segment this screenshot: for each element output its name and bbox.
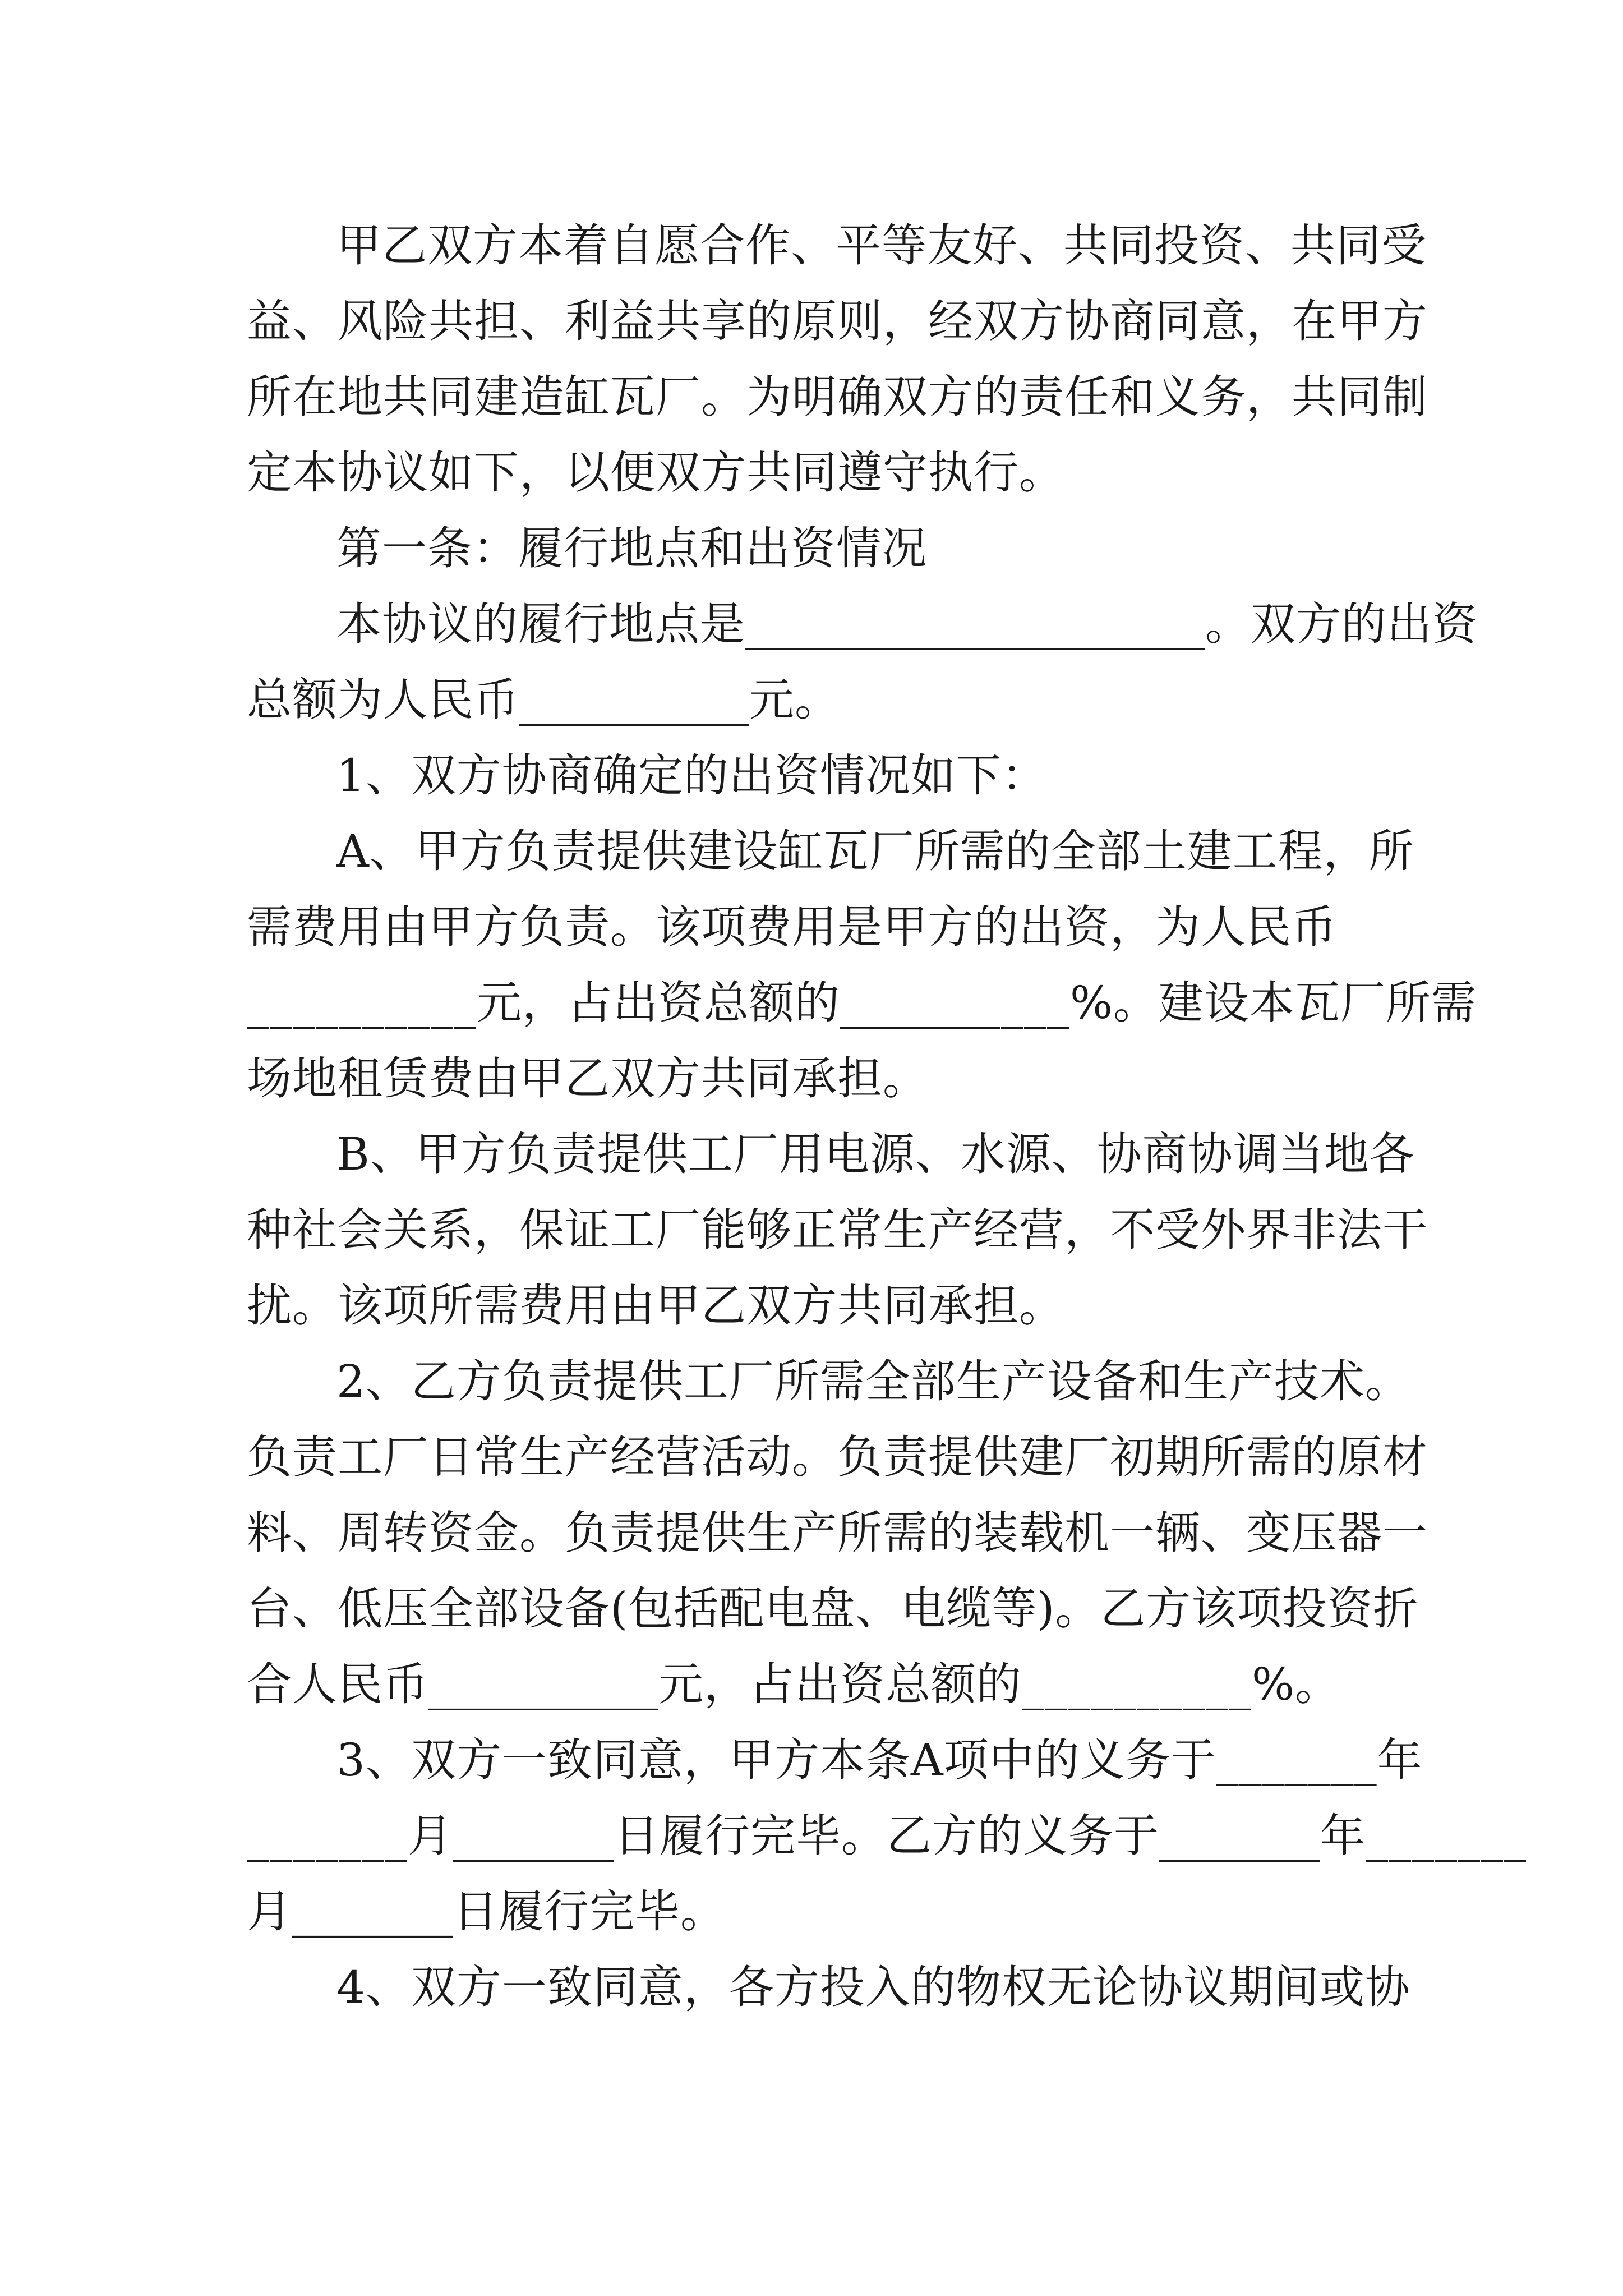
paragraph-line: 益、风险共担、利益共享的原则，经双方协商同意，在甲方 [247, 295, 1428, 347]
paragraph-line: 3、双方一致同意，甲方本条A项中的义务于_______年 [336, 1734, 1423, 1786]
paragraph-line: 本协议的履行地点是____________________。双方的出资 [336, 598, 1478, 650]
paragraph-line: __________元，占出资总额的__________%。建设本瓦厂所需 [247, 977, 1477, 1029]
paragraph-line: 料、周转资金。负责提供生产所需的装载机一辆、变压器一 [247, 1507, 1428, 1559]
paragraph-line: 月_______日履行完毕。 [247, 1885, 726, 1938]
paragraph-line: 所在地共同建造缸瓦厂。为明确双方的责任和义务，共同制 [247, 371, 1428, 423]
paragraph-line: 定本协议如下，以便双方共同遵守执行。 [247, 447, 1064, 499]
paragraph-line: 甲乙双方本着自愿合作、平等友好、共同投资、共同受 [336, 219, 1427, 272]
paragraph-line: B、甲方负责提供工厂用电源、水源、协商协调当地各 [336, 1128, 1415, 1180]
paragraph-line: 种社会关系，保证工厂能够正常生产经营，不受外界非法干 [247, 1204, 1428, 1256]
paragraph-line: 需费用由甲方负责。该项费用是甲方的出资，为人民币 [247, 901, 1337, 953]
paragraph-line: 负责工厂日常生产经营活动。负责提供建厂初期所需的原材 [247, 1431, 1428, 1483]
paragraph-line: 台、低压全部设备(包括配电盘、电缆等)。乙方该项投资折 [247, 1582, 1419, 1635]
paragraph-line: A、甲方负责提供建设缸瓦厂所需的全部土建工程，所 [336, 825, 1414, 877]
paragraph-line: 总额为人民币__________元。 [247, 674, 840, 726]
section-heading: 第一条：履行地点和出资情况 [336, 522, 927, 574]
paragraph-line: 2、乙方负责提供工厂所需全部生产设备和生产技术。 [336, 1355, 1410, 1407]
paragraph-line: 4、双方一致同意，各方投入的物权无论协议期间或协 [336, 1961, 1410, 2013]
paragraph-line: 合人民币__________元，占出资总额的__________%。 [247, 1658, 1341, 1710]
paragraph-line: 1、双方协商确定的出资情况如下： [336, 749, 1047, 802]
paragraph-line: _______月_______日履行完毕。乙方的义务于_______年_______ [247, 1810, 1527, 1862]
paragraph-line: 场地租赁费由甲乙双方共同承担。 [247, 1052, 928, 1105]
paragraph-line: 扰。该项所需费用由甲乙双方共同承担。 [247, 1280, 1064, 1332]
